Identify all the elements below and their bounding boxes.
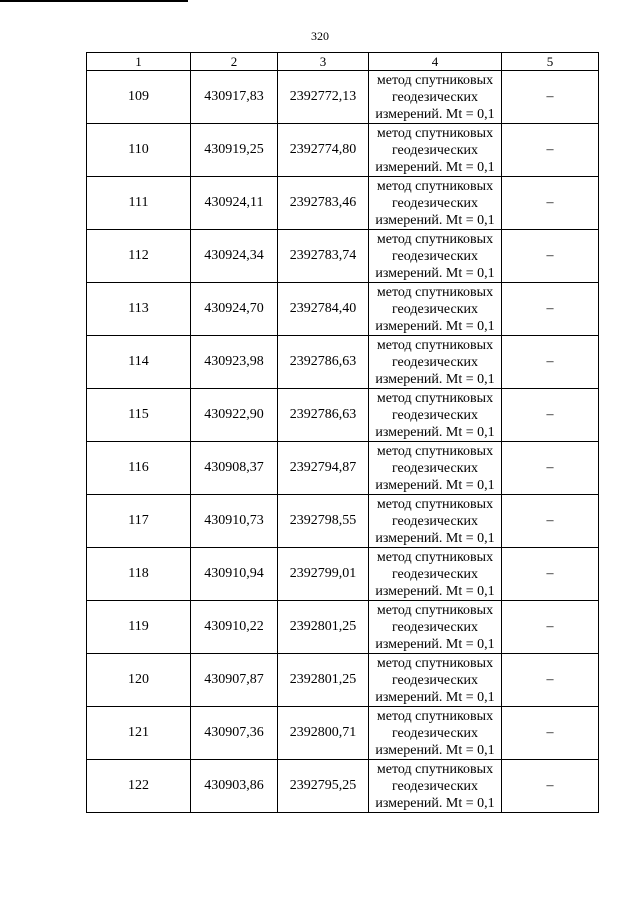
- method-line: метод спутниковых: [376, 72, 494, 88]
- note-cell: –: [502, 442, 599, 495]
- y-coordinate-cell: 2392786,63: [278, 336, 369, 389]
- table-row: [87, 442, 599, 495]
- y-coordinate-cell: 2392799,01: [278, 548, 369, 601]
- note-cell: –: [502, 654, 599, 707]
- method-cell: [369, 389, 502, 442]
- y-coordinate-cell: 2392800,71: [278, 707, 369, 760]
- note-cell: –: [502, 389, 599, 442]
- column-header: 4: [369, 53, 502, 71]
- method-line: измерений. Mt = 0,1: [375, 318, 495, 334]
- y-coordinate-cell: 2392795,25: [278, 760, 369, 813]
- x-coordinate-cell: 430923,98: [191, 336, 278, 389]
- method-cell: [369, 230, 502, 283]
- table-row: [87, 654, 599, 707]
- x-coordinate-cell: 430910,73: [191, 495, 278, 548]
- method-line: метод спутниковых: [376, 178, 494, 194]
- y-coordinate-cell: 2392801,25: [278, 654, 369, 707]
- method-line: метод спутниковых: [376, 337, 494, 353]
- method-line: метод спутниковых: [376, 231, 494, 247]
- point-number-cell: 111: [87, 177, 191, 230]
- method-line: метод спутниковых: [376, 708, 494, 724]
- point-number-cell: 117: [87, 495, 191, 548]
- point-number-cell: 116: [87, 442, 191, 495]
- y-coordinate-cell: 2392786,63: [278, 389, 369, 442]
- x-coordinate-cell: 430922,90: [191, 389, 278, 442]
- method-line: измерений. Mt = 0,1: [375, 795, 495, 811]
- point-number-cell: 114: [87, 336, 191, 389]
- method-line: геодезических: [391, 460, 478, 476]
- method-line: геодезических: [391, 513, 478, 529]
- method-cell: [369, 124, 502, 177]
- method-line: геодезических: [391, 672, 478, 688]
- method-cell: [369, 707, 502, 760]
- x-coordinate-cell: 430907,87: [191, 654, 278, 707]
- method-line: метод спутниковых: [376, 390, 494, 406]
- y-coordinate-cell: 2392783,46: [278, 177, 369, 230]
- method-line: геодезических: [391, 354, 478, 370]
- method-line: измерений. Mt = 0,1: [375, 212, 495, 228]
- note-cell: –: [502, 336, 599, 389]
- table-row: [87, 124, 599, 177]
- y-coordinate-cell: 2392801,25: [278, 601, 369, 654]
- method-cell: [369, 71, 502, 124]
- method-line: измерений. Mt = 0,1: [375, 636, 495, 652]
- y-coordinate-cell: 2392774,80: [278, 124, 369, 177]
- method-cell: [369, 442, 502, 495]
- column-header: 5: [502, 53, 599, 71]
- point-number-cell: 122: [87, 760, 191, 813]
- x-coordinate-cell: 430924,70: [191, 283, 278, 336]
- method-line: геодезических: [391, 248, 478, 264]
- point-number-cell: 121: [87, 707, 191, 760]
- method-line: измерений. Mt = 0,1: [375, 265, 495, 281]
- method-cell: [369, 283, 502, 336]
- method-cell: [369, 336, 502, 389]
- point-number-cell: 115: [87, 389, 191, 442]
- x-coordinate-cell: 430917,83: [191, 71, 278, 124]
- table-body: [87, 71, 599, 813]
- method-line: измерений. Mt = 0,1: [375, 583, 495, 599]
- point-number-cell: 112: [87, 230, 191, 283]
- note-cell: –: [502, 124, 599, 177]
- note-cell: –: [502, 760, 599, 813]
- table-row: [87, 548, 599, 601]
- x-coordinate-cell: 430924,11: [191, 177, 278, 230]
- page-number: 320: [311, 29, 329, 43]
- note-cell: –: [502, 548, 599, 601]
- method-cell: [369, 760, 502, 813]
- method-cell: [369, 548, 502, 601]
- column-header: 2: [191, 53, 278, 71]
- method-line: геодезических: [391, 407, 478, 423]
- method-line: измерений. Mt = 0,1: [375, 477, 495, 493]
- table-row: [87, 336, 599, 389]
- method-line: геодезических: [391, 142, 478, 158]
- table-row: [87, 71, 599, 124]
- method-line: метод спутниковых: [376, 761, 494, 777]
- x-coordinate-cell: 430907,36: [191, 707, 278, 760]
- table-row: [87, 601, 599, 654]
- column-header: 1: [87, 53, 191, 71]
- table-row: [87, 177, 599, 230]
- method-line: измерений. Mt = 0,1: [375, 689, 495, 705]
- method-line: метод спутниковых: [376, 443, 494, 459]
- note-cell: –: [502, 495, 599, 548]
- method-line: метод спутниковых: [376, 655, 494, 671]
- method-line: геодезических: [391, 566, 478, 582]
- method-line: геодезических: [391, 778, 478, 794]
- method-line: измерений. Mt = 0,1: [375, 530, 495, 546]
- point-number-cell: 120: [87, 654, 191, 707]
- x-coordinate-cell: 430919,25: [191, 124, 278, 177]
- table-row: [87, 760, 599, 813]
- coordinates-table: [86, 52, 599, 813]
- x-coordinate-cell: 430908,37: [191, 442, 278, 495]
- method-line: геодезических: [391, 301, 478, 317]
- method-line: геодезических: [391, 89, 478, 105]
- y-coordinate-cell: 2392772,13: [278, 71, 369, 124]
- method-cell: [369, 177, 502, 230]
- y-coordinate-cell: 2392783,74: [278, 230, 369, 283]
- note-cell: –: [502, 230, 599, 283]
- point-number-cell: 119: [87, 601, 191, 654]
- point-number-cell: 118: [87, 548, 191, 601]
- method-line: измерений. Mt = 0,1: [375, 159, 495, 175]
- method-line: измерений. Mt = 0,1: [375, 742, 495, 758]
- table-header-row: [87, 53, 599, 71]
- method-cell: [369, 601, 502, 654]
- method-line: геодезических: [391, 619, 478, 635]
- point-number-cell: 109: [87, 71, 191, 124]
- y-coordinate-cell: 2392784,40: [278, 283, 369, 336]
- x-coordinate-cell: 430910,22: [191, 601, 278, 654]
- method-cell: [369, 495, 502, 548]
- table-row: [87, 283, 599, 336]
- y-coordinate-cell: 2392794,87: [278, 442, 369, 495]
- method-line: измерений. Mt = 0,1: [375, 424, 495, 440]
- x-coordinate-cell: 430910,94: [191, 548, 278, 601]
- method-line: метод спутниковых: [376, 125, 494, 141]
- x-coordinate-cell: 430924,34: [191, 230, 278, 283]
- method-line: метод спутниковых: [376, 284, 494, 300]
- method-line: метод спутниковых: [376, 549, 494, 565]
- method-line: метод спутниковых: [376, 496, 494, 512]
- method-line: геодезических: [391, 195, 478, 211]
- y-coordinate-cell: 2392798,55: [278, 495, 369, 548]
- method-line: метод спутниковых: [376, 602, 494, 618]
- point-number-cell: 113: [87, 283, 191, 336]
- note-cell: –: [502, 177, 599, 230]
- point-number-cell: 110: [87, 124, 191, 177]
- method-line: измерений. Mt = 0,1: [375, 106, 495, 122]
- top-rule: [0, 0, 188, 2]
- table-row: [87, 495, 599, 548]
- column-header: 3: [278, 53, 369, 71]
- x-coordinate-cell: 430903,86: [191, 760, 278, 813]
- note-cell: –: [502, 283, 599, 336]
- note-cell: –: [502, 707, 599, 760]
- note-cell: –: [502, 601, 599, 654]
- method-cell: [369, 654, 502, 707]
- table-row: [87, 707, 599, 760]
- table-row: [87, 230, 599, 283]
- method-line: геодезических: [391, 725, 478, 741]
- table-row: [87, 389, 599, 442]
- method-line: измерений. Mt = 0,1: [375, 371, 495, 387]
- note-cell: –: [502, 71, 599, 124]
